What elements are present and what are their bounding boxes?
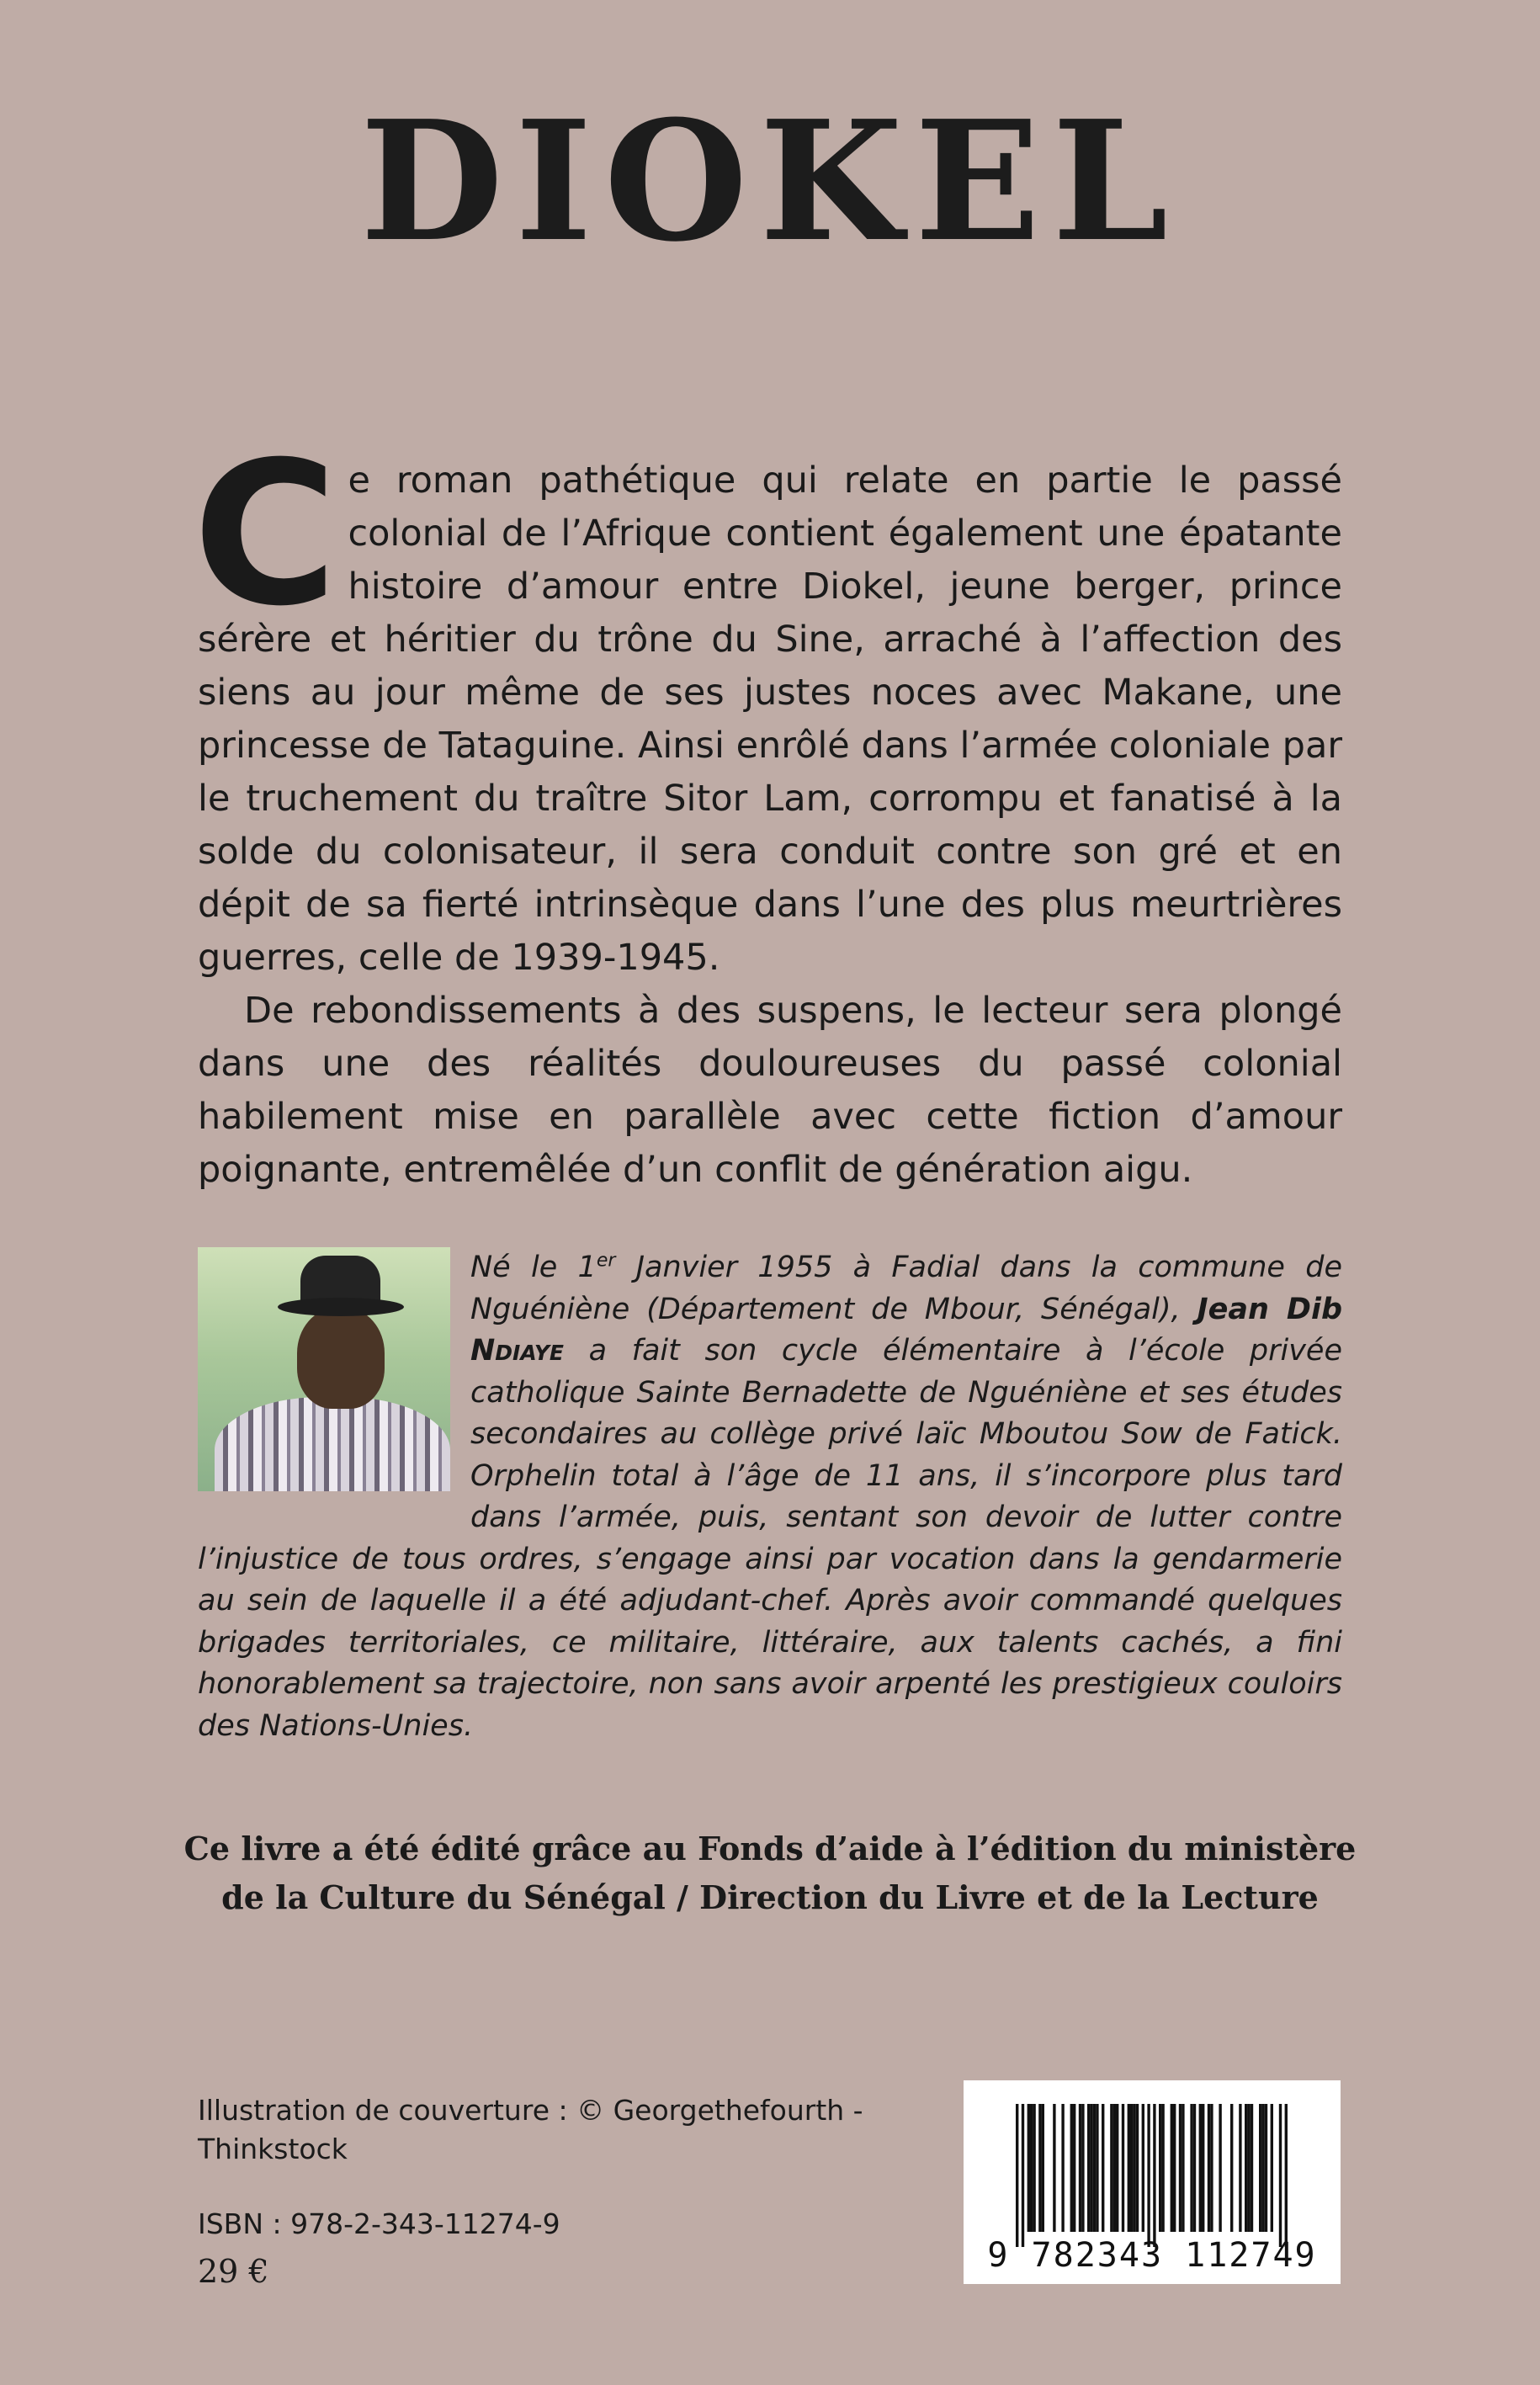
bio-rest: a fait son cycle élémentaire à l’école privée catholique Sainte Bernadette de Nguéniène et ses études secondaires au collège privé laïc Mboutou Sow de Fatick. Orphelin total à l’âge de 11 ans, il s’incorpore plus tard dans l’armée, puis, sentant son devoir de lutter contre l’injustice de tous ordres, s’engage ainsi par vocation dans la gendarmerie au sein de laquelle il a été adjudant-chef. Après avoir commandé quelques brigades territoriales, ce militaire, littéraire, aux talents cachés, a fini honorablement sa trajectoire, non sans avoir arpenté les prestigieux couloirs des Nations-Unies. <box>198 1334 1342 1743</box>
barcode-bar <box>1210 2104 1213 2232</box>
barcode-bar <box>1090 2104 1092 2232</box>
barcode-bar <box>1271 2104 1273 2232</box>
price: 29 € <box>198 2253 269 2290</box>
barcode-bar <box>1061 2104 1064 2232</box>
barcode-bar <box>1073 2104 1075 2232</box>
barcode-bar <box>1128 2104 1130 2232</box>
barcode-bar <box>1202 2104 1204 2232</box>
barcode-bar <box>1219 2104 1221 2232</box>
barcode-bar <box>1130 2104 1133 2232</box>
barcode-bar <box>1239 2104 1241 2232</box>
isbn: ISBN : 978-2-343-11274-9 <box>198 2207 560 2240</box>
author-last-name: Ndiaye <box>470 1334 565 1368</box>
barcode-bar <box>1033 2104 1035 2232</box>
barcode-bar <box>1133 2104 1135 2232</box>
author-bio <box>198 1247 1342 1747</box>
barcode-bar <box>1147 2104 1150 2247</box>
back-cover-blurb <box>193 420 1342 1197</box>
barcode-bar <box>1087 2104 1090 2232</box>
barcode-bar <box>1245 2104 1247 2232</box>
author-first-name: Jean Dib <box>1197 1292 1342 1326</box>
author-photo <box>198 1247 450 1491</box>
barcode-bar <box>1193 2104 1196 2232</box>
barcode-bar <box>1016 2104 1018 2247</box>
barcode-bar <box>1053 2104 1055 2232</box>
barcode <box>964 2080 1341 2284</box>
barcode-bar <box>1136 2104 1139 2232</box>
barcode-bar <box>1251 2104 1253 2232</box>
barcode-bar <box>1122 2104 1124 2232</box>
barcode-bar <box>1259 2104 1261 2232</box>
bio-superscript: er <box>596 1250 616 1272</box>
barcode-bar <box>1159 2104 1161 2232</box>
notice-line-2: de la Culture du Sénégal / Direction du Livre et de la Lecture <box>221 1878 1319 1916</box>
barcode-bar <box>1142 2104 1144 2232</box>
barcode-bar <box>1190 2104 1192 2232</box>
bio-lead: Né le 1 <box>470 1251 597 1284</box>
barcode-bar <box>1261 2104 1264 2232</box>
barcode-bar <box>1182 2104 1184 2232</box>
barcode-bar <box>1038 2104 1041 2232</box>
barcode-bar <box>1022 2104 1024 2247</box>
blurb-paragraph-2: De rebondissements à des suspens, le lecteur sera plongé dans une des réalités douloureuses du passé colonial habilement mise en parallèle avec cette fiction d’amour poignante, entremêlée d’un conflit de génération aigu. <box>198 990 1342 1191</box>
barcode-bar <box>1102 2104 1104 2232</box>
barcode-bar <box>1110 2104 1113 2232</box>
notice-line-1: Ce livre a été édité grâce au Fonds d’aide à l’édition du ministère <box>183 1830 1357 1867</box>
bio-after-sup: Janvier 1955 à Fadial dans la commune de Nguéniène (Département de Mbour, Sénégal), <box>470 1251 1342 1326</box>
barcode-bar <box>1113 2104 1116 2232</box>
barcode-bar <box>1161 2104 1164 2232</box>
cover-credit: Illustration de couverture : © Georgethefourth - Thinkstock <box>198 2094 863 2165</box>
barcode-bar <box>1199 2104 1202 2232</box>
barcode-bar <box>1265 2104 1267 2232</box>
barcode-bar <box>1081 2104 1084 2232</box>
barcode-bar <box>1230 2104 1233 2232</box>
barcode-bar <box>1179 2104 1182 2232</box>
barcode-bar <box>1096 2104 1098 2232</box>
barcode-bar <box>1171 2104 1173 2232</box>
barcode-bar <box>1247 2104 1250 2232</box>
barcode-bar <box>1070 2104 1073 2232</box>
barcode-bar <box>1030 2104 1033 2232</box>
barcode-bar <box>1116 2104 1118 2232</box>
barcode-bar <box>1173 2104 1176 2232</box>
barcode-bar <box>1042 2104 1044 2232</box>
barcode-bar <box>1028 2104 1030 2232</box>
barcode-bar <box>1079 2104 1081 2232</box>
blurb-paragraph-1 <box>193 420 1342 985</box>
barcode-bar <box>1208 2104 1210 2232</box>
barcode-digits: 9 782343 112749 <box>987 2236 1317 2275</box>
barcode-bar <box>1285 2104 1288 2247</box>
book-title: DIOKEL <box>360 85 1180 279</box>
barcode-bar <box>1093 2104 1096 2232</box>
barcode-bar <box>1279 2104 1282 2247</box>
blurb-paragraph-1-text: e roman pathétique qui relate en partie le passé colonial de l’Afrique contient également une épatante histoire d’amour entre Diokel, jeune berger, prince sérère et héritier du trône du Sine, arraché à l’affection des siens au jour même de ses justes noces avec Makane, une princesse de Tataguine. Ainsi enrôlé dans l’armée coloniale par le truchement du traître Sitor Lam, corrompu et fanatisé à la solde du colonisateur, il sera conduit contre son gré et en dépit de sa fierté intrinsèque dans l’une des plus meurtrières guerres, celle de 1939-1945. <box>198 459 1342 979</box>
publication-notice <box>0 1825 1540 1922</box>
barcode-bar <box>1153 2104 1155 2247</box>
drop-cap: C <box>193 420 338 650</box>
